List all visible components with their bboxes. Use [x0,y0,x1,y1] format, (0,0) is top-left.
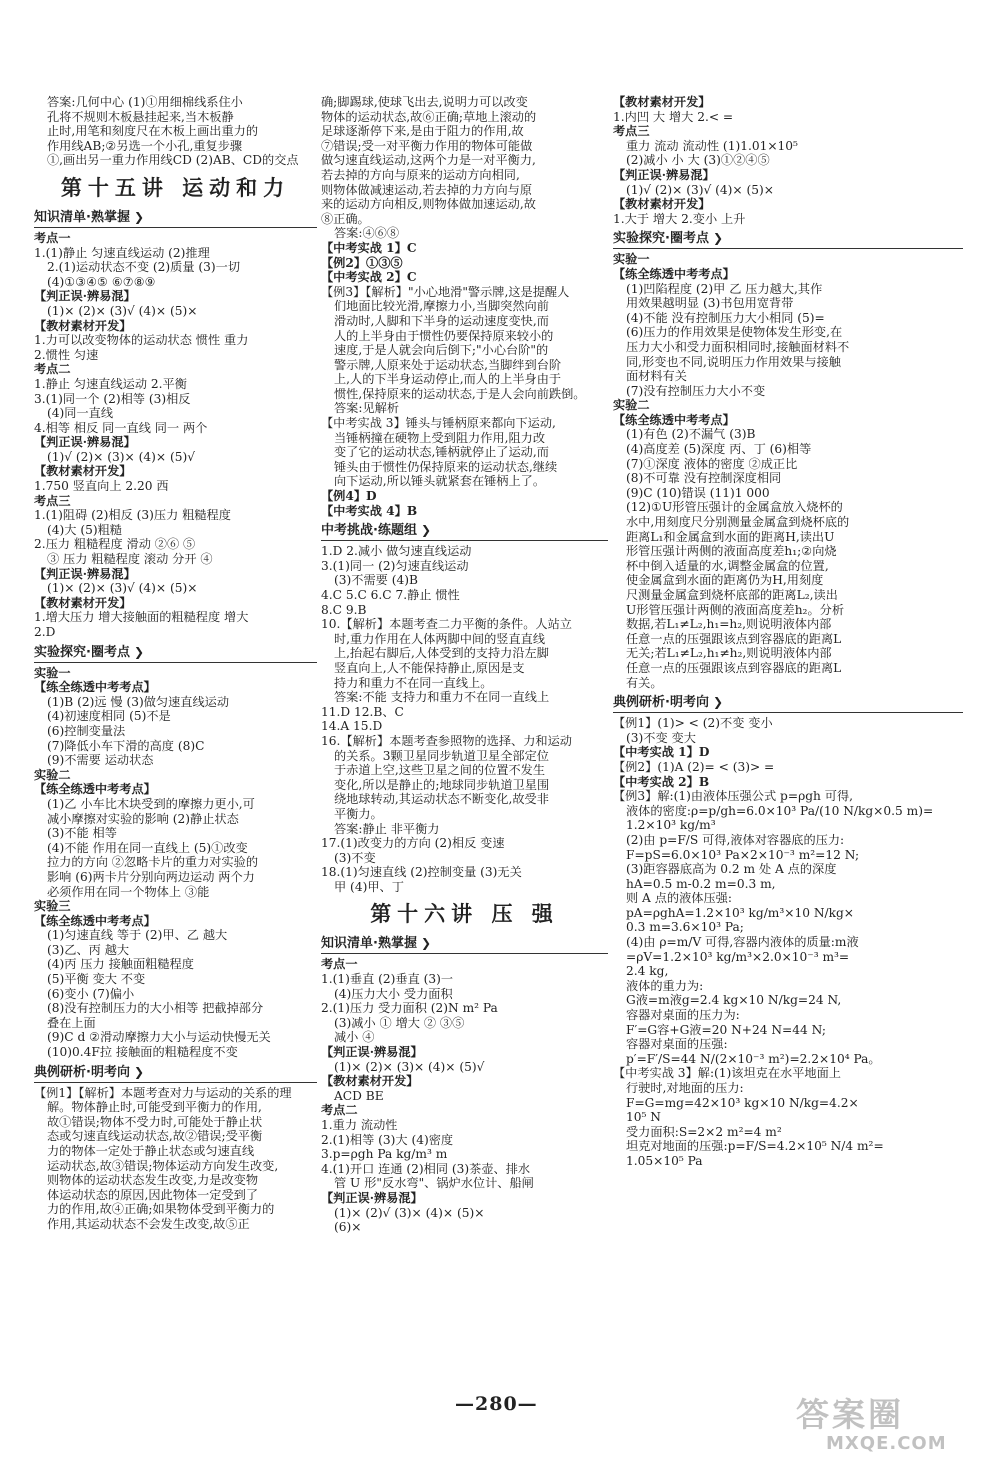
text-line: 18.(1)匀速直线 (2)控制变量 (3)无关 [321,865,522,880]
text-line: F=pS=6.0×10³ Pa×2×10⁻³ m²=12 N; [626,847,860,862]
text-line: 变了它的运动状态,锤柄就停止了运动,而 [334,445,549,460]
text-line: (1)√ (2)× (3)√ (4)× (5)× [626,182,774,197]
text-line: 作用,其运动状态不会发生改变,故⑤正 [47,1216,250,1231]
text-line: (8)不可靠 没有控制深度相同 [626,471,782,486]
text-line: 足球逐渐停下来,是由于阻力的作用,故 [321,124,524,139]
answer-tag: 【例4】D [321,489,377,504]
column-middle [321,95,608,1235]
answer-tag: 【教材素材开发】 [34,318,132,333]
text-line: (10)0.4F拉 接触面的粗糙程度不变 [47,1045,238,1060]
text-line: 来的运动方向相反,则物体做加速运动,故 [321,197,536,212]
text-line: 人的上半身由于惯性仍要保持原来较小的 [334,328,554,343]
text-line: 任意一点的压强跟该点到容器底的距离L [626,631,842,646]
text-line: (6)变小 (7)偏小 [47,986,135,1001]
text-line: (9)C d ②滑动摩擦力大小与运动快慢无关 [47,1030,271,1045]
text-line: 的关系。3颗卫星同步轨道卫星全部定位 [334,748,549,763]
text-line: 运动状态,故③错误;物体运动方向发生改变, [47,1158,279,1173]
text-line: (1)× (2)× (3)√ (4)× (5)× [47,581,198,596]
text-line: 数据,若L₁≠L₂,h₁=h₂,则说明液体内部 [626,617,832,632]
text-line: 答案:见解析 [334,401,400,416]
text-line: 必须作用在同一个物体上 ③能 [47,884,210,899]
text-line: 1.静止 匀速直线运动 2.平衡 [34,376,187,391]
text-line: 液体的密度:ρ=p/gh=6.0×10³ Pa/(10 N/kg×0.5 m)= [626,803,934,818]
text-line: (7)没有控制压力大小不变 [626,383,766,398]
text-line: (4)不能 作用在同一直线上 (5)①改变 [47,840,248,855]
section-header: 中考挑战·练题组 ❯ [321,521,608,541]
text-line: 上,抬起右脚后,人体受到的支持力沿左脚 [334,646,549,661]
text-line: 2.惯性 匀速 [34,347,99,362]
text-line: 【例3】【解析】"小心地滑"警示牌,这是提醒人 [321,284,570,299]
text-line: 答案:④⑥⑧ [334,226,400,241]
text-line: (1)× (2)× (3)√ (4)× (5)× [47,303,198,318]
text-line: 减小 ④ [334,1030,375,1045]
text-line: 滑动时,人脚和下半身的运动速度变快,而 [334,313,549,328]
text-line: (1)× (2)√ (3)× (4)× (5)× [334,1205,485,1220]
answer-tag: 【中考实战 4】B [321,503,418,518]
text-line: ACD BE [334,1088,384,1103]
text-line: 尺测量金属盒到烧杯底部的距离L₂,读出 [626,588,838,602]
text-line: (7)降低小车下滑的高度 (8)C [47,738,205,753]
text-line: 4.(1)开口 连通 (2)相同 (3)茶壶、排水 [321,1161,531,1176]
text-line: 任意一点的压强跟该点到容器底的距离L [626,660,842,675]
text-line: (1)√ (2)× (3)× (4)× (5)√ [47,449,195,464]
answer-tag: 【教材素材开发】 [321,1074,419,1089]
subsection-label: 考点三 [613,124,650,139]
subsection-label: 实验二 [613,398,650,413]
text-line: 重力 流动 流动性 (1)1.01×10⁵ [626,138,798,153]
text-line: 向下运动,所以锤头就紧套在锤柄上了。 [334,474,546,489]
answer-tag: 【判正误·辨易混】 [34,566,136,581]
text-line: 1.2×10³ kg/m³ [626,818,716,833]
text-line: (4)丙 压力 接触面粗糙程度 [47,957,194,972]
text-line: 2.(1)相等 (3)大 (4)密度 [321,1132,454,1147]
text-line: 答案:不能 支持力和重力不在同一直线上 [334,690,550,705]
text-line: 1.(1)垂直 (2)垂直 (3)一 [321,972,454,987]
text-line: 压力大小和受力面积相同时,接触面材料不 [626,339,850,354]
text-line: 则物体做减速运动,若去掉的力方向与原 [321,182,533,197]
text-line: (1)× (2)× (3)× (4)× (5)√ [334,1059,485,1074]
text-line: 14.A 15.D [321,719,383,734]
text-line: 管 U 形"反水弯"、锅炉水位计、船闸 [334,1176,534,1191]
text-line: (1)匀速直线 等于 (2)甲、乙 越大 [47,928,228,943]
text-line: 于赤道上空,这些卫星之间的位置不发生 [334,763,546,778]
text-line: 1.内凹 大 增大 2.< = [613,109,734,124]
text-line: (4)不能 没有控制压力大小相同 (5)= [626,310,825,325]
text-line: (1)有色 (2)不漏气 (3)B [626,427,756,442]
text-line: 10.【解析】本题考查二力平衡的条件。人站立 [321,617,572,632]
text-line: 使金属盒到水面的距离仍为H,用刻度 [626,573,824,588]
text-line: 答案:几何中心 (1)①用细棉线系住小 [47,95,243,109]
section-header: 典例研析·明考向 ❯ [613,693,963,713]
text-line: 孔将不规则木板悬挂起来,当木板静 [47,109,234,124]
text-line: pA=ρghA=1.2×10³ kg/m³×10 N/kg× [626,905,855,920]
text-line: 坦克对地面的压强:p=F/S=4.2×10⁵ N/4 m²= [626,1139,884,1154]
text-line: 10⁵ N [626,1110,661,1125]
answer-tag: 【判正误·辨易混】 [34,289,136,304]
text-line: 4.C 5.C 6.C 7.静止 惯性 [321,588,460,602]
text-line: 用效果越明显 (3)书包用宽背带 [626,296,794,311]
text-line: (8)没有控制压力的大小相等 把截掉部分 [47,1001,264,1016]
text-line: 警示牌,人原来处于运动状态,当脚绊到台阶 [334,357,562,372]
text-line: 【中考实战 3】解:(1)该坦克在水平地面上 [613,1066,841,1081]
chevron-right-icon: ❯ [133,209,145,224]
text-line: 拉力的方向 ②忽略卡片的重力对实验的 [47,855,259,870]
text-line: 速度,于是人就会向后倒下;"小心台阶"的 [334,343,549,358]
text-line: 行驶时,对地面的压力: [626,1081,744,1095]
text-line: (4)压力大小 受力面积 [334,986,453,1001]
text-line: 16.【解析】本题考查参照物的选择、力和运动 [321,733,572,748]
text-line: 确;脚踢球,使球飞出去,说明力可以改变 [321,95,528,109]
text-line: 同,形变也不同,说明压力作用效果与接触 [626,354,841,369]
subsection-label: 实验一 [34,665,71,680]
text-line: (1)凹陷程度 (2)甲 乙 压力越大,其作 [626,281,823,296]
text-line: ③ 压力 粗糙程度 滚动 分开 ④ [47,552,213,567]
answer-tag: 【判正误·辨易混】 [321,1045,423,1060]
watermark-line2: MXQE.COM [826,1433,947,1454]
answer-tag: 【中考实战 2】C [321,270,417,285]
text-line: 减小摩擦对实验的影响 (2)静止状态 [47,811,239,826]
text-line: 2.压力 粗糙程度 滑动 ②⑥ ⑤ [34,537,196,552]
answer-tag: 【中考实战 2】B [613,774,710,789]
text-line: 容器对桌面的压力为: [626,1008,740,1023]
text-line: (3)不需要 (4)B [334,573,418,588]
text-line: U形管压强计两侧的液面高度差h₂。分析 [626,602,845,617]
text-line: 竖直向上,人不能保持静止,原因是支 [334,660,525,675]
text-line: (3)不能 相等 [47,826,117,841]
text-line: (1)B (2)远 慢 (3)做匀速直线运动 [47,694,230,709]
text-line: 1.05×10⁵ Pa [626,1153,703,1168]
text-line: 持力和重力不在同一直线上。 [334,675,493,690]
text-line: ⑦错误;受一对平衡力作用的物体可能做 [321,138,533,153]
text-line: (4)①③④⑤ ⑥⑦⑧⑨ [47,274,156,289]
text-line: 1.重力 流动性 [321,1118,398,1132]
section-header: 实验探究·圈考点 ❯ [613,229,963,249]
text-line: 上,人的下半身运动停止,而人的上半身由于 [334,372,562,387]
text-line: 水中,用刻度尺分别测量金属盒到烧杯底的 [626,515,850,530]
chevron-right-icon: ❯ [712,231,724,246]
section-header: 典例研析·明考向 ❯ [34,1063,317,1083]
text-line: (7)①深度 液体的密度 ②成正比 [626,456,798,471]
answer-tag: 【例2】①③⑤ [321,255,403,270]
text-line: (3)不变 [334,850,376,865]
text-line: 甲 (4)甲、丁 [334,879,404,894]
text-line: 故①错误;物体不受力时,可能处于静止状 [47,1114,263,1129]
chevron-right-icon: ❯ [420,523,432,538]
chevron-right-icon: ❯ [133,1064,145,1079]
text-line: 则物体的运动状态发生改变,力是改变物 [47,1173,259,1188]
watermark-line1: 答案圈 [796,1395,904,1434]
subsection-label: 实验一 [613,252,650,267]
answer-tag: 【练全练透中考考点】 [34,913,156,928]
text-line: 3.(1)同一个 (2)相等 (3)相反 [34,391,191,406]
text-line: 1.D 2.减小 做匀速直线运动 [321,544,472,559]
text-line: 1.大于 增大 2.变小 上升 [613,211,746,226]
text-line: (6)控制变量法 [47,723,126,738]
text-line: 1.750 竖直向上 2.20 西 [34,479,169,494]
text-line: ⑧正确。 [321,211,370,226]
answer-tag: 【判正误·辨易混】 [321,1190,423,1205]
text-line: 们地面比较光滑,摩擦力小,当脚突然向前 [334,299,549,314]
text-line: hA=0.5 m-0.2 m=0.3 m, [626,876,776,891]
chevron-right-icon: ❯ [712,695,724,710]
text-line: 8.C 9.B [321,602,367,617]
text-line: 4.相等 相反 同一直线 同一 两个 [34,420,208,435]
text-line: 【中考实战 3】锤头与锤柄原来都向下运动, [321,416,556,431]
text-line: 锤头由于惯性仍保持原来的运动状态,继续 [334,459,558,474]
text-line: 3.p=ρgh Pa kg/m³ m [321,1147,448,1162]
text-line: 0.3 m=3.6×10³ Pa; [626,920,744,935]
text-line: 17.(1)改变力的方向 (2)相反 变速 [321,836,505,851]
answer-tag: 【判正误·辨易混】 [613,167,715,182]
text-line: 若去掉的方向与原来的运动方向相同, [321,167,520,182]
text-line: (4)初速度相同 (5)不是 [47,709,171,724]
subsection-label: 实验二 [34,767,71,782]
text-line: 力的作用,故④正确;如果物体受到平衡力的 [47,1202,275,1217]
text-line: (2)由 p=F/S 可得,液体对容器底的压力: [626,832,845,847]
text-line: (3)距容器底高为 0.2 m 处 A 点的深度 [626,862,837,877]
text-line: (2)减小 小 大 (3)①②④⑤ [626,153,770,168]
text-line: 距离L₁和金属盒到水面的距离H,读出U [626,529,835,544]
text-line: 11.D 12.B、C [321,704,404,719]
answer-tag: 【练全练透中考考点】 [34,782,156,797]
lecture-title: 第十六讲 压 强 [370,901,559,927]
text-line: (3)乙、丙 越大 [47,942,130,957]
subsection-label: 实验三 [34,899,71,914]
column-right [613,95,963,1169]
text-line: 则 A 点的液体压强: [626,891,732,906]
text-line: F=G=mg=42×10³ kg×10 N/kg=4.2× [626,1095,859,1110]
text-line: 止时,用笔和刻度尺在木板上画出重力的 [47,124,259,139]
text-line: (1)乙 小车比木块受到的摩擦力更小,可 [47,796,255,811]
text-line: 态或匀速直线运动状态,故②错误;受平衡 [47,1129,263,1144]
answer-tag: 【教材素材开发】 [34,464,132,479]
text-line: (12)①U形管压强计的金属盒放入烧杯的 [626,500,843,515]
text-line: (4)同一直线 [47,406,114,421]
column-left [34,95,317,1232]
chevron-right-icon: ❯ [420,936,432,951]
text-line: 做匀速直线运动,这两个力是一对平衡力, [321,153,536,168]
subsection-label: 考点三 [34,493,71,508]
text-line: (6)压力的作用效果是使物体发生形变,在 [626,325,843,340]
answer-tag: 【练全练透中考考点】 [613,412,735,427]
text-line: 叠在上面 [47,1015,96,1030]
chevron-right-icon: ❯ [133,644,145,659]
text-line: G液=m液g=2.4 kg×10 N/kg=24 N, [626,993,842,1008]
text-line: 2.D [34,625,56,639]
text-line: 平衡力。 [334,806,383,821]
text-line: (4)大 (5)粗糙 [47,522,122,537]
text-line: 受力面积:S=2×2 m²=4 m² [626,1124,782,1139]
text-line: (6)× [334,1220,362,1235]
text-line: 【例3】解:(1)由液体压强公式 p=ρgh 可得, [613,789,854,804]
answer-tag: 【练全练透中考考点】 [613,266,735,281]
text-line: (3)减小 ① 增大 ② ③⑤ [334,1015,465,1030]
answer-tag: 【判正误·辨易混】 [34,435,136,450]
text-line: 1.增大压力 增大接触面的粗糙程度 增大 [34,610,249,625]
text-line: 2.(1)压力 受力面积 (2)N m² Pa [321,1001,498,1016]
text-line: 有关。 [626,675,663,690]
watermark-logo [796,1397,986,1467]
text-line: =ρV=1.2×10³ kg/m³×2.0×10⁻³ m³= [626,949,850,964]
text-line: 面材料有关 [626,369,687,384]
text-line: 答案:静止 非平衡力 [334,821,440,836]
text-line: (3)不变 变大 [626,730,696,745]
text-line: 容器对桌面的压强: [626,1037,728,1052]
text-line: ①,画出另一重力作用线CD (2)AB、CD的交点 [47,153,299,168]
text-line: 惯性,保持原来的运动状态,于是人会向前跌倒。 [334,386,586,401]
answer-tag: 【中考实战 1】C [321,240,417,255]
text-line: 形管压强计两侧的液面高度差h₁;②向烧 [626,544,837,559]
subsection-label: 考点一 [34,230,71,245]
lecture-title: 第十五讲 运动和力 [60,174,291,200]
text-line: F′=G容+G液=20 N+24 N=44 N; [626,1022,826,1037]
text-line: 无关;若L₁≠L₂,h₁≠h₂,则说明液体内部 [626,646,832,661]
text-line: 绕地球转动,其运动状态不断变化,故受非 [334,792,549,807]
text-line: (9)C (10)错误 (11)1 000 [626,485,770,500]
text-line: (5)平衡 变大 不变 [47,972,146,987]
section-header: 知识清单·熟掌握 ❯ [34,208,317,228]
text-line: 解。物体静止时,可能受到平衡力的作用, [47,1100,262,1115]
text-line: 【例1】(1)> < (2)不变 变小 [613,716,773,731]
section-header: 知识清单·熟掌握 ❯ [321,934,608,954]
text-line: (9)不需要 运动状态 [47,753,154,768]
text-line: 体运动状态的原因,因此物体一定受到了 [47,1187,259,1202]
text-line: 力的物体一定处于静止状态或匀速直线 [47,1144,255,1158]
text-line: 2.4 kg, [626,964,669,979]
text-line: 1.力可以改变物体的运动状态 惯性 重力 [34,333,249,348]
subsection-label: 考点二 [321,1103,358,1118]
answer-tag: 【教材素材开发】 [34,595,132,610]
text-line: 变化,所以是静止的;地球同步轨道卫星围 [334,777,550,792]
text-line: 3.(1)同一 (2)匀速直线运动 [321,558,469,573]
text-line: (4)高度差 (5)深度 丙、丁 (6)相等 [626,442,812,457]
text-line: p′=F′/S=44 N/(2×10⁻³ m²)=2.2×10⁴ Pa。 [626,1051,881,1066]
text-line: (4)由 ρ=m/V 可得,容器内液体的质量:m液 [626,935,859,950]
section-header: 实验探究·圈考点 ❯ [34,643,317,663]
text-line: 【例1】【解析】本题考查对力与运动的关系的理 [34,1085,292,1100]
text-line: 当锤柄撞在硬物上受到阻力作用,阻力改 [334,430,546,445]
text-line: 液体的重力为: [626,978,704,993]
text-line: 【例2】(1)A (2)= < (3)> = [613,759,775,774]
subsection-label: 考点二 [34,362,71,377]
answer-tag: 【中考实战 1】D [613,745,710,760]
text-line: 作用线AB;②另选一个小孔,重复步骤 [47,138,243,153]
subsection-label: 考点一 [321,957,358,972]
text-line: 时,重力作用在人体两脚中间的竖直直线 [334,631,546,646]
answer-tag: 【教材素材开发】 [613,95,711,109]
text-line: 2.(1)运动状态不变 (2)质量 (3)一切 [47,260,241,275]
answer-tag: 【教材素材开发】 [613,197,711,212]
text-line: 影响 (6)两卡片分别向两边运动 两个力 [47,869,255,884]
text-line: 物体的运动状态,故⑥正确;草地上滚动的 [321,109,537,124]
text-line: 1.(1)静止 匀速直线运动 (2)推理 [34,245,210,260]
text-line: 杯中倒入适量的水,调整金属盒的位置, [626,558,829,573]
page-number: —280— [455,1393,538,1415]
text-line: 1.(1)阻碍 (2)相反 (3)压力 粗糙程度 [34,508,231,523]
answer-tag: 【练全练透中考考点】 [34,680,156,695]
